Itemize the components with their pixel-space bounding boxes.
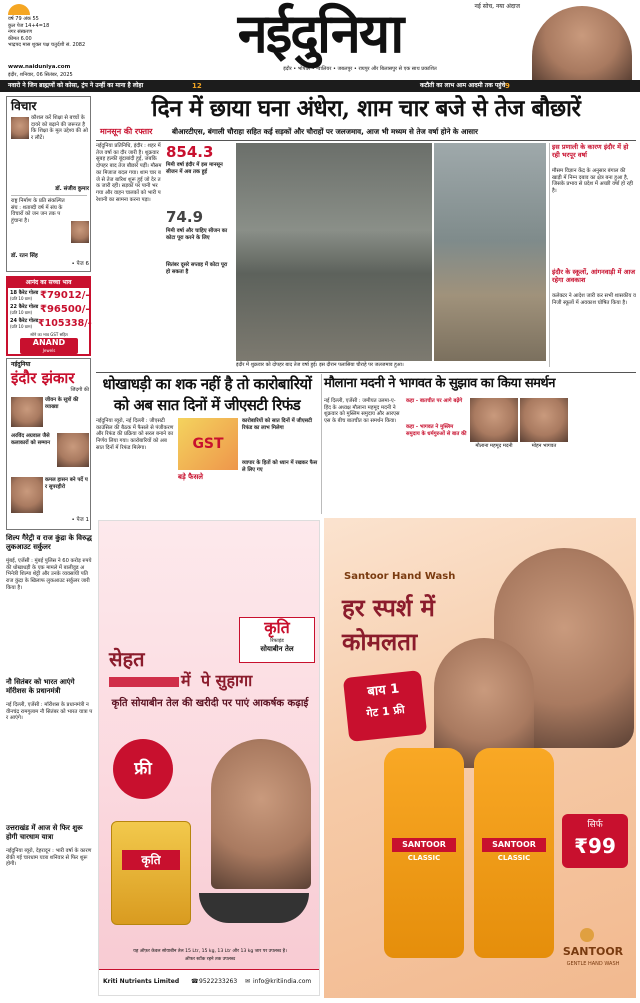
santoor-footer-sub: GENTLE HAND WASH [566,961,620,967]
santoor-flower-icon [580,928,594,942]
jhankar-photo-3 [11,477,43,513]
left-news-b3: नईदुनिया ब्यूरो, देहरादून : भारी वर्षा के कारण रोकी गई चारधाम यात्रा शनिवार से फिर शुरू होगी। [6,848,92,868]
lead-headline[interactable]: दिन में छाया घना अंधेरा, शाम चार बजे से तेज बौछारें [151,95,581,122]
santoor-price-badge: सिर्फ ₹99 [562,814,628,868]
tagline: नई सोच, नया अंदाज [474,3,520,10]
phone-icon: ☎ [191,978,199,985]
kriti-offer: कृति सोयाबीन तेल की खरीदी पर पाएं आकर्षक कढ़ाई [111,698,309,709]
lead-photo-left[interactable] [236,143,432,361]
promo-left[interactable]: नवारो ने जिन ब्राह्मणों को कोसा, ट्रंप ने उन्हीं का माना है लोहा [8,82,144,89]
kriti-line-2-strike [109,677,179,687]
lead-stat-2: 74.9 [166,208,204,226]
left-news-b2: नई दिल्ली, एजेंसी : मॉरीशस के प्रधानमंत्री नवीनचंद्र रामगुलाम नौ सितंबर को भारत यात्रा पर आएंगे। [6,702,93,722]
kriti-company: Kriti Nutrients Limited [103,978,180,985]
lead-col2-text: सितंबर दूसरे सप्ताह में कोटा पूरा हो सकता है [166,262,228,275]
vichar-author-2: डॉ. रतन सिंह [11,253,38,259]
jhankar-item-3[interactable]: कमल हासन बने पर्दे पर सुपरहीरो [45,477,88,490]
jhankar-item-2[interactable]: अरविंद अग्रवाल जैसे कलाकारों को सम्मान [11,433,50,446]
gold-note: सोने का भाव GST सहित [30,332,68,337]
kriti-logo: कृति रिफाइंड सोयाबीन तेल [239,617,315,663]
kriti-footer [99,969,319,995]
cities: इंदौर • भोपाल • ग्वालियर • जबलपुर • रायपुर और बिलासपुर से एक साथ प्रकाशित [283,66,437,72]
indore-jhankar-box [6,358,91,530]
lead-body: नईदुनिया प्रतिनिधि, इंदौर : शहर में तेज वर्षा का दौर जारी है। शुक्रवार सुबह हल्की बूंदाबांदी हुई, जबकि दोपहर बाद तेज बौछारें पड़ीं। मौसम का मिजाज बदल गया। शाम चार बजे से तेज बारिश शुरू हुई जो देर तक जारी रही। सड़कों पर पानी भर गया और वाहन चालकों को भारी परेशानी का सामना करना पड़ा। [96,143,162,203]
lead-stat-2-label: मिमी वर्षा और चाहिए सीजन का कोटा पूरा करने के लिए [166,228,228,241]
kriti-free-badge: फ्री [113,739,173,799]
author-photo-1 [11,117,29,139]
dateline: इंदौर, शनिवार, 06 सितंबर, 2025 [8,72,73,78]
kriti-line-2: में [181,671,191,690]
lead-subhead: बीआरटीएस, बंगाली चौराहा सहित कई सड़कों और चौराहों पर जलजमाव, आज भी मध्यम से तेज वर्षा होने के आसार [172,127,478,136]
santoor-footer-brand: SANTOOR [562,945,624,958]
kriti-kadhai-icon [199,893,309,923]
madani-headline[interactable]: मौलाना मदनी ने भागवत के सुझाव का किया समर्थन [324,376,555,391]
left-news-h3[interactable]: उत्तराखंड में आज से फिर शुरू होगी चारधाम यात्रा [6,824,83,841]
madani-quote-2: कहा - भागवत ने मुस्लिम समुदाय के धर्मगुरुओं से बात की [406,424,467,437]
vichar-item-2[interactable]: राष्ट्र निर्माण के प्रति संकल्पित संघ : शताब्दी वर्ष में संघ के विचारों को जन जन तक पहुंचाना है। [11,198,65,225]
edition-info: वर्ष 79 अंक 55 कुल पेज 14+4=18 नगर संस्करण कीमत 6.00 भाद्रपद मास शुक्ल पक्ष चतुर्दशी सं. 2082 [8,16,86,48]
website[interactable]: www.naiduniya.com [8,64,71,70]
gold-row-18k: 18 कैरेट गोल्ड (प्रति 10 ग्राम) ₹79012/- [10,290,90,301]
email-icon: ✉ [245,978,251,985]
lead-right-h2[interactable]: इंदौर के स्कूलों, आंगनवाड़ी में आज रहेगा अवकाश [552,268,636,284]
lead-right-h1[interactable]: इस प्रणाली के कारण इंदौर में हो रही भरपूर वर्षा [552,143,629,159]
kriti-footer-offer: यह ऑफ़र केवल सोयाबीन तेल 15 Ltr, 15 kg, 13 Ltr और 13 kg जार पर उपलब्ध है। [133,949,287,954]
gst-graphic: GST [178,418,238,470]
gold-row-24k: 24 कैरेट गोल्ड (प्रति 10 ग्राम) ₹105338/- [10,318,92,329]
madani-photo [470,398,518,442]
madani-body: नई दिल्ली, एजेंसी : जमीयत उलमा-ए-हिंद के अध्यक्ष मौलाना महमूद मदनी ने शुक्रवार को मुस्लिम समुदाय और आरएसएस के बीच बातचीत का समर्थन किया। [324,398,400,425]
kriti-phone[interactable]: 9522233263 [199,978,238,985]
gst-headline[interactable]: धोखाधड़ी का शक नहीं है तो कारोबारियों को अब सात दिनों में जीएसटी रिफंड [102,375,312,414]
madani-body-2 [406,454,568,514]
santoor-offer-badge: बाय 1 गेट 1 फ्री [343,670,427,742]
gold-heading: आनंद का सच्चा भाव [8,278,89,288]
masthead [0,0,640,80]
lead-kicker: मानसून की रफ्तार [100,127,153,136]
jhankar-item-1[interactable]: जीवन के सूत्रों की व्याख्या [45,397,79,410]
kriti-line-1: सेहत [109,647,145,671]
jhankar-title: इंदौर झंकार [11,369,75,387]
santoor-headline-2: कोमलता [342,627,418,656]
santoor-bottle-2: SANTOOR CLASSIC [474,748,554,958]
madani-cap-2: मोहन भागवत [531,443,557,449]
lead-stat-1-label: मिमी वर्षा इंदौर में इस मानसून सीजन में अब तक हुई [166,162,223,175]
gst-decision-title: बड़े फैसले [178,473,204,481]
kriti-line-3: पे सुहागा [201,671,253,690]
kriti-model [211,739,311,889]
top-promo-bar [0,80,640,92]
left-news-b1: मुंबई, एजेंसी : मुंबई पुलिस ने 60 करोड़ रुपये की धोखाधड़ी के एक मामले में बालीवुड अभिनेत्री शिल्पा शेट्टी और उनके व्यवसायी पति राज कुंद्रा के खिलाफ लुकआउट सर्कुलर जारी किया है। [6,558,92,591]
madani-quote-1: कहा - बातचीत पर आगे बढ़ेंगे [406,398,463,404]
kriti-jar: कृति [111,821,191,925]
left-news-h1[interactable]: शिल्प गैरेट्री व राज कुंद्रा के विरुद्ध लुकआउट सर्कुलर [6,534,92,551]
promo-right-page: 9 [505,82,510,90]
gold-rate-box [6,276,91,356]
vichar-more[interactable]: • पेज 6 [71,261,89,267]
jhankar-masthead: नईदुनिया [11,361,31,368]
jhankar-more[interactable]: • पेज 1 [71,517,89,523]
anand-logo: ANAND Jewels [20,338,78,354]
vichar-section [6,96,91,272]
madani-body-3 [572,398,636,514]
santoor-headline-1: हर स्पर्श में [342,593,435,622]
gst-decision-2: व्यापार के हितों को ध्यान में रखकर फैसले लिए गए [242,460,318,473]
author-photo-2 [71,221,89,243]
kriti-email[interactable]: info@kritiindia.com [253,978,312,985]
kriti-ad[interactable] [98,520,320,996]
logo-sun-icon [8,4,30,15]
kriti-footer-note: ऑफर स्टॉक रहने तक उपलब्ध [184,957,236,962]
bhagwat-photo [520,398,568,442]
lead-stat-1: 854.3 [166,143,214,161]
gst-decision-1: कारोबारियों को सात दिनों में जीएसटी रिफंड का लाभ मिलेगा [242,418,313,431]
santoor-brand-tag: Santoor Hand Wash [344,571,456,582]
jhankar-photo-2 [57,433,89,467]
finance-minister-photo [532,6,632,80]
madani-cap-1: मौलाना महमूद मदनी [475,443,513,449]
jhankar-photo-1 [11,397,43,427]
gold-row-22k: 22 कैरेट गोल्ड (प्रति 10 ग्राम) ₹96500/- [10,304,90,315]
lead-right-b1: मौसम विज्ञान केंद्र के अनुसार बंगाल की खाड़ी में निम्न दबाव का क्षेत्र बना हुआ है, जिसके प्रभाव से प्रदेश में अच्छी वर्षा हो रही है। [552,168,633,195]
gst-body: नईदुनिया ब्यूरो, नई दिल्ली : जीएसटी काउंसिल की बैठक में फैसले से पंजीकरण और रिफंड की प्रक्रिया को सरल बनाने का निर्णय लिया गया। कारोबारियों को अब सात दिनों में रिफंड मिलेगा। [96,418,174,451]
left-news-h2[interactable]: नौ सितंबर को भारत आएंगे मॉरीशस के प्रधानमंत्री [6,678,75,695]
lead-right-b2: कलेक्टर ने आदेश जारी कर सभी शासकीय व निजी स्कूलों में अवकाश घोषित किया है। [552,293,636,306]
logo: नईदुनिया [237,1,403,65]
vichar-author-1: डॉ. संजीव कुमार [55,186,89,192]
santoor-ad[interactable] [324,518,636,998]
lead-caption: इंदौर में शुक्रवार को दोपहर बाद तेज वर्षा हुई। इस दौरान पलासिया चौराहे पर जलजमाव हुआ। [236,362,404,368]
lead-photo-right[interactable] [434,143,546,361]
vichar-item-1[interactable]: कौशल करें शिक्षा से बच्चों के दायरे को बढ़ाने की जरूरत है कि शिक्षा के मूल उद्देश्य की ओर लौटें। [31,115,88,142]
vichar-heading: विचार [11,99,37,113]
santoor-bottle-1: SANTOOR CLASSIC [384,748,464,958]
promo-left-page: 12 [192,82,202,90]
jhankar-sub: जिंदगी की [70,387,89,393]
promo-right[interactable]: कटौती का लाभ आम आदमी तक पहुंचे [420,82,506,89]
